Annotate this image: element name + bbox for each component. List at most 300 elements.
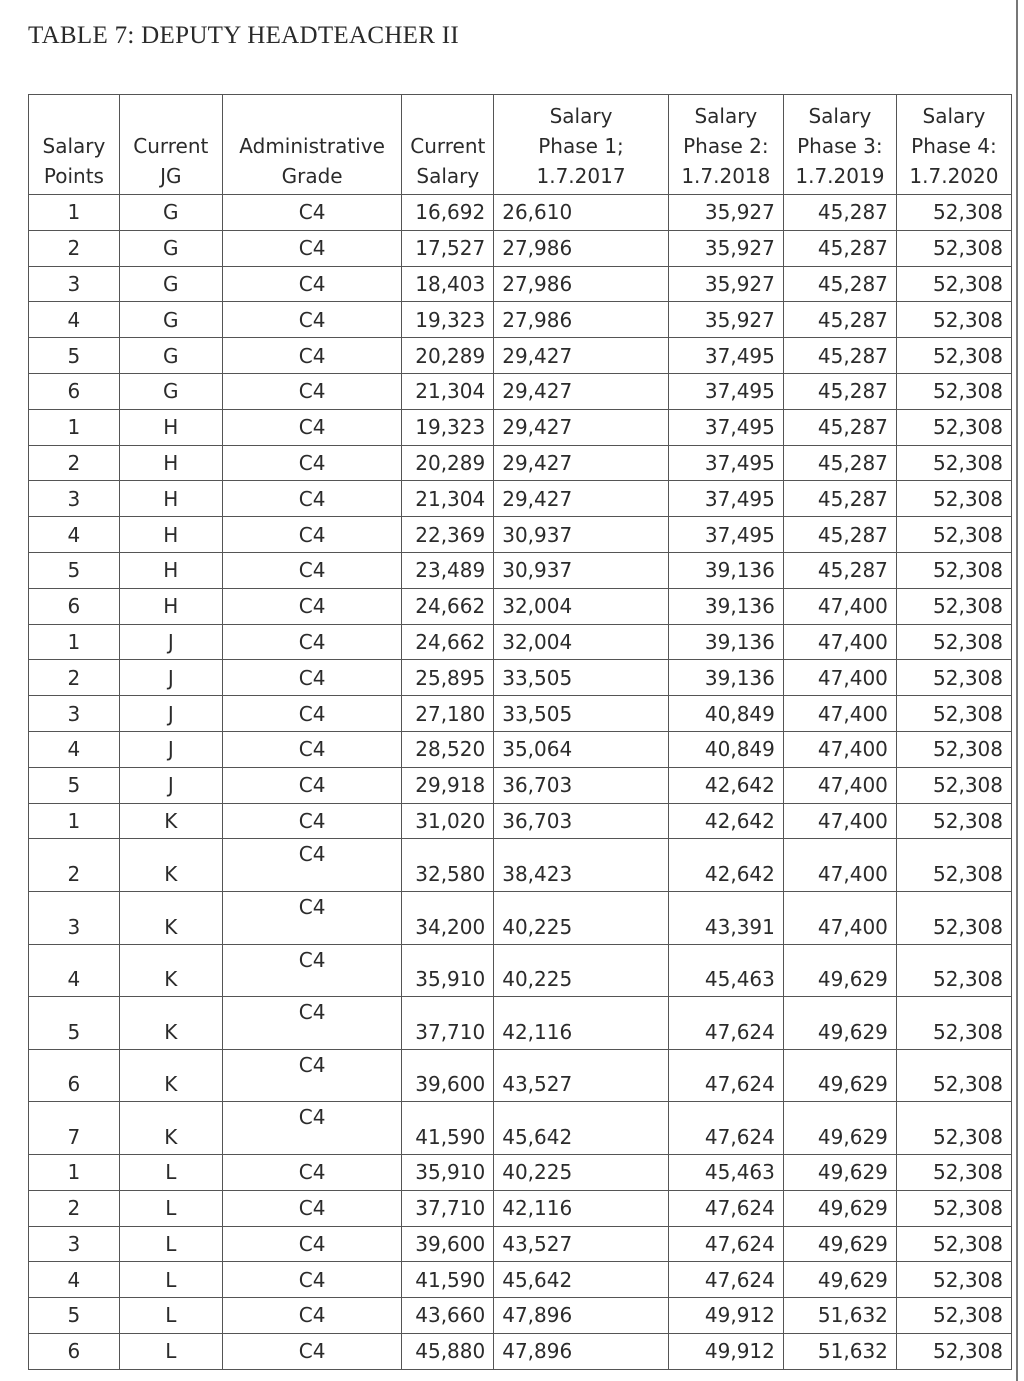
cell-current-jg: K xyxy=(119,891,222,944)
cell-salary-phase-4: 52,308 xyxy=(896,373,1011,409)
cell-current-salary: 41,590 xyxy=(402,1102,494,1155)
cell-administrative-grade: C4 xyxy=(222,481,402,517)
cell-salary-points: 3 xyxy=(29,266,120,302)
cell-current-jg: H xyxy=(119,445,222,481)
cell-salary-phase-2: 49,912 xyxy=(668,1298,783,1334)
cell-salary-phase-3: 45,287 xyxy=(783,517,896,553)
cell-salary-points: 3 xyxy=(29,696,120,732)
cell-current-salary: 37,710 xyxy=(402,1190,494,1226)
header-line: Salary xyxy=(42,134,106,158)
cell-salary-points: 4 xyxy=(29,517,120,553)
cell-salary-phase-1: 30,937 xyxy=(494,552,669,588)
header-line: Current xyxy=(410,134,486,158)
cell-salary-phase-2: 42,642 xyxy=(668,839,783,892)
cell-salary-phase-1: 38,423 xyxy=(494,839,669,892)
cell-salary-phase-2: 47,624 xyxy=(668,1049,783,1102)
cell-current-salary: 27,180 xyxy=(402,696,494,732)
cell-current-jg: L xyxy=(119,1154,222,1190)
table-row xyxy=(29,445,1012,481)
cell-salary-phase-3: 45,287 xyxy=(783,445,896,481)
cell-current-jg: H xyxy=(119,517,222,553)
table-row xyxy=(29,266,1012,302)
header-line: Points xyxy=(43,164,104,188)
cell-salary-phase-2: 37,495 xyxy=(668,445,783,481)
header-line: Salary xyxy=(694,104,758,128)
cell-current-jg: J xyxy=(119,696,222,732)
table-row xyxy=(29,195,1012,231)
table-row xyxy=(29,552,1012,588)
column-header-current-jg xyxy=(119,95,222,195)
cell-administrative-grade: C4 xyxy=(222,1226,402,1262)
cell-salary-phase-4: 52,308 xyxy=(896,696,1011,732)
table-row xyxy=(29,1262,1012,1298)
cell-current-salary: 20,289 xyxy=(402,445,494,481)
cell-salary-phase-3: 45,287 xyxy=(783,373,896,409)
cell-salary-phase-2: 35,927 xyxy=(668,302,783,338)
table-row xyxy=(29,767,1012,803)
cell-salary-phase-1: 27,986 xyxy=(494,302,669,338)
cell-current-jg: K xyxy=(119,1049,222,1102)
cell-salary-phase-1: 29,427 xyxy=(494,481,669,517)
cell-salary-phase-3: 47,400 xyxy=(783,891,896,944)
cell-current-jg: K xyxy=(119,839,222,892)
cell-current-salary: 23,489 xyxy=(402,552,494,588)
cell-administrative-grade: C4 xyxy=(222,1190,402,1226)
cell-salary-phase-3: 49,629 xyxy=(783,1190,896,1226)
table-row xyxy=(29,517,1012,553)
table-row xyxy=(29,373,1012,409)
cell-salary-phase-4: 52,308 xyxy=(896,1333,1011,1369)
cell-salary-phase-1: 45,642 xyxy=(494,1262,669,1298)
column-header-current-salary xyxy=(402,95,494,195)
cell-salary-points: 2 xyxy=(29,230,120,266)
cell-salary-phase-4: 52,308 xyxy=(896,1262,1011,1298)
cell-current-salary: 19,323 xyxy=(402,409,494,445)
cell-administrative-grade: C4 xyxy=(222,588,402,624)
header-line: Grade xyxy=(281,164,343,188)
cell-salary-phase-3: 47,400 xyxy=(783,696,896,732)
cell-salary-phase-2: 40,849 xyxy=(668,731,783,767)
header-line: JG xyxy=(160,164,182,188)
cell-salary-phase-2: 49,912 xyxy=(668,1333,783,1369)
cell-current-salary: 41,590 xyxy=(402,1262,494,1298)
cell-current-salary: 43,660 xyxy=(402,1298,494,1334)
cell-salary-phase-4: 52,308 xyxy=(896,660,1011,696)
cell-current-salary: 16,692 xyxy=(402,195,494,231)
cell-salary-phase-4: 52,308 xyxy=(896,891,1011,944)
cell-salary-phase-2: 42,642 xyxy=(668,767,783,803)
cell-administrative-grade: C4 xyxy=(222,1298,402,1334)
column-header-salary-phase-3 xyxy=(783,95,896,195)
cell-salary-phase-2: 45,463 xyxy=(668,1154,783,1190)
cell-administrative-grade: C4 xyxy=(222,1262,402,1298)
table-row xyxy=(29,302,1012,338)
cell-salary-phase-3: 45,287 xyxy=(783,338,896,374)
cell-salary-phase-1: 43,527 xyxy=(494,1226,669,1262)
cell-current-jg: G xyxy=(119,373,222,409)
cell-current-jg: L xyxy=(119,1333,222,1369)
cell-salary-phase-2: 35,927 xyxy=(668,230,783,266)
cell-salary-phase-3: 45,287 xyxy=(783,230,896,266)
cell-current-salary: 21,304 xyxy=(402,373,494,409)
cell-current-salary: 31,020 xyxy=(402,803,494,839)
table-row xyxy=(29,481,1012,517)
cell-current-salary: 22,369 xyxy=(402,517,494,553)
cell-current-jg: K xyxy=(119,803,222,839)
cell-salary-phase-4: 52,308 xyxy=(896,409,1011,445)
header-line: 1.7.2019 xyxy=(795,164,885,188)
cell-salary-points: 2 xyxy=(29,660,120,696)
cell-salary-phase-1: 43,527 xyxy=(494,1049,669,1102)
table-row xyxy=(29,230,1012,266)
cell-salary-phase-3: 45,287 xyxy=(783,409,896,445)
cell-administrative-grade: C4 xyxy=(222,1154,402,1190)
table-row xyxy=(29,338,1012,374)
cell-current-salary: 18,403 xyxy=(402,266,494,302)
cell-administrative-grade: C4 xyxy=(222,731,402,767)
cell-salary-points: 4 xyxy=(29,1262,120,1298)
cell-current-salary: 21,304 xyxy=(402,481,494,517)
cell-current-salary: 25,895 xyxy=(402,660,494,696)
cell-current-jg: K xyxy=(119,1102,222,1155)
header-line: 1.7.2020 xyxy=(909,164,999,188)
header-line: Salary xyxy=(416,164,480,188)
cell-salary-phase-1: 47,896 xyxy=(494,1298,669,1334)
cell-administrative-grade: C4 xyxy=(222,660,402,696)
table-row xyxy=(29,409,1012,445)
header-line: Phase 3: xyxy=(797,134,883,158)
cell-salary-phase-1: 32,004 xyxy=(494,588,669,624)
cell-salary-phase-3: 45,287 xyxy=(783,266,896,302)
cell-salary-phase-3: 45,287 xyxy=(783,195,896,231)
cell-current-jg: H xyxy=(119,552,222,588)
cell-current-salary: 35,910 xyxy=(402,944,494,997)
cell-salary-phase-1: 27,986 xyxy=(494,266,669,302)
header-line: Phase 1; xyxy=(538,134,624,158)
cell-administrative-grade: C4 xyxy=(222,517,402,553)
cell-salary-points: 5 xyxy=(29,767,120,803)
table-row xyxy=(29,1102,1012,1155)
header-line: Current xyxy=(133,134,209,158)
cell-current-jg: H xyxy=(119,409,222,445)
cell-administrative-grade: C4 xyxy=(222,302,402,338)
table-row xyxy=(29,624,1012,660)
cell-current-jg: L xyxy=(119,1298,222,1334)
cell-current-jg: G xyxy=(119,266,222,302)
cell-administrative-grade: C4 xyxy=(222,1049,402,1102)
table-row xyxy=(29,588,1012,624)
table-row xyxy=(29,1333,1012,1369)
cell-administrative-grade: C4 xyxy=(222,944,402,997)
cell-salary-phase-4: 52,308 xyxy=(896,338,1011,374)
cell-current-salary: 32,580 xyxy=(402,839,494,892)
cell-current-jg: J xyxy=(119,660,222,696)
cell-current-salary: 37,710 xyxy=(402,997,494,1050)
cell-current-jg: L xyxy=(119,1190,222,1226)
cell-salary-phase-1: 29,427 xyxy=(494,338,669,374)
cell-salary-points: 2 xyxy=(29,1190,120,1226)
cell-current-jg: G xyxy=(119,230,222,266)
cell-salary-phase-4: 52,308 xyxy=(896,1049,1011,1102)
cell-salary-phase-3: 45,287 xyxy=(783,552,896,588)
page-title: TABLE 7: DEPUTY HEADTEACHER II xyxy=(28,22,460,49)
cell-salary-phase-2: 47,624 xyxy=(668,1102,783,1155)
cell-salary-phase-1: 33,505 xyxy=(494,696,669,732)
cell-salary-phase-4: 52,308 xyxy=(896,1190,1011,1226)
cell-salary-points: 5 xyxy=(29,338,120,374)
cell-current-jg: H xyxy=(119,588,222,624)
cell-salary-phase-4: 52,308 xyxy=(896,624,1011,660)
cell-salary-points: 6 xyxy=(29,373,120,409)
cell-salary-phase-1: 27,986 xyxy=(494,230,669,266)
cell-salary-phase-3: 47,400 xyxy=(783,803,896,839)
cell-salary-phase-1: 29,427 xyxy=(494,445,669,481)
table-row xyxy=(29,839,1012,892)
cell-salary-phase-1: 36,703 xyxy=(494,767,669,803)
cell-salary-points: 4 xyxy=(29,302,120,338)
cell-current-salary: 24,662 xyxy=(402,588,494,624)
cell-salary-phase-3: 51,632 xyxy=(783,1298,896,1334)
cell-current-salary: 28,520 xyxy=(402,731,494,767)
table-body xyxy=(29,195,1012,1370)
cell-current-salary: 39,600 xyxy=(402,1226,494,1262)
cell-current-salary: 39,600 xyxy=(402,1049,494,1102)
cell-salary-phase-2: 42,642 xyxy=(668,803,783,839)
cell-salary-phase-1: 47,896 xyxy=(494,1333,669,1369)
table-row xyxy=(29,997,1012,1050)
cell-administrative-grade: C4 xyxy=(222,803,402,839)
cell-current-salary: 34,200 xyxy=(402,891,494,944)
column-header-salary-phase-1 xyxy=(494,95,669,195)
cell-salary-phase-3: 49,629 xyxy=(783,944,896,997)
cell-salary-phase-4: 52,308 xyxy=(896,1226,1011,1262)
cell-salary-phase-3: 51,632 xyxy=(783,1333,896,1369)
cell-salary-points: 4 xyxy=(29,731,120,767)
cell-salary-phase-3: 45,287 xyxy=(783,481,896,517)
cell-salary-phase-1: 29,427 xyxy=(494,409,669,445)
cell-salary-phase-4: 52,308 xyxy=(896,481,1011,517)
cell-current-jg: L xyxy=(119,1226,222,1262)
cell-current-jg: J xyxy=(119,731,222,767)
cell-salary-phase-1: 33,505 xyxy=(494,660,669,696)
cell-salary-points: 1 xyxy=(29,1154,120,1190)
cell-salary-phase-2: 37,495 xyxy=(668,373,783,409)
table-row xyxy=(29,696,1012,732)
cell-salary-phase-1: 42,116 xyxy=(494,997,669,1050)
cell-administrative-grade: C4 xyxy=(222,997,402,1050)
cell-current-jg: J xyxy=(119,767,222,803)
cell-salary-phase-3: 49,629 xyxy=(783,1049,896,1102)
cell-current-jg: G xyxy=(119,338,222,374)
cell-salary-phase-3: 47,400 xyxy=(783,624,896,660)
table-row xyxy=(29,731,1012,767)
cell-current-salary: 45,880 xyxy=(402,1333,494,1369)
cell-salary-phase-4: 52,308 xyxy=(896,552,1011,588)
cell-salary-phase-4: 52,308 xyxy=(896,230,1011,266)
cell-salary-phase-3: 47,400 xyxy=(783,660,896,696)
cell-salary-phase-4: 52,308 xyxy=(896,997,1011,1050)
cell-salary-points: 5 xyxy=(29,1298,120,1334)
cell-current-jg: J xyxy=(119,624,222,660)
table-row xyxy=(29,1190,1012,1226)
cell-salary-phase-3: 49,629 xyxy=(783,997,896,1050)
cell-salary-phase-1: 45,642 xyxy=(494,1102,669,1155)
cell-salary-points: 5 xyxy=(29,997,120,1050)
header-line: Administrative xyxy=(239,134,385,158)
cell-current-jg: L xyxy=(119,1262,222,1298)
cell-salary-phase-2: 45,463 xyxy=(668,944,783,997)
table-row xyxy=(29,1298,1012,1334)
cell-salary-phase-1: 36,703 xyxy=(494,803,669,839)
cell-salary-points: 2 xyxy=(29,839,120,892)
cell-salary-phase-1: 40,225 xyxy=(494,891,669,944)
cell-salary-phase-2: 47,624 xyxy=(668,997,783,1050)
cell-salary-points: 1 xyxy=(29,409,120,445)
cell-salary-phase-3: 49,629 xyxy=(783,1262,896,1298)
cell-salary-phase-2: 47,624 xyxy=(668,1262,783,1298)
cell-salary-phase-2: 35,927 xyxy=(668,266,783,302)
column-header-salary-phase-2 xyxy=(668,95,783,195)
cell-salary-points: 7 xyxy=(29,1102,120,1155)
cell-current-jg: G xyxy=(119,195,222,231)
cell-salary-phase-2: 37,495 xyxy=(668,409,783,445)
cell-current-salary: 19,323 xyxy=(402,302,494,338)
cell-salary-phase-2: 47,624 xyxy=(668,1190,783,1226)
scan-edge xyxy=(1016,0,1018,1381)
cell-salary-phase-2: 40,849 xyxy=(668,696,783,732)
cell-administrative-grade: C4 xyxy=(222,1333,402,1369)
table-row xyxy=(29,1049,1012,1102)
table-row xyxy=(29,660,1012,696)
cell-salary-phase-3: 47,400 xyxy=(783,767,896,803)
cell-salary-phase-4: 52,308 xyxy=(896,588,1011,624)
cell-salary-phase-4: 52,308 xyxy=(896,1298,1011,1334)
cell-current-salary: 20,289 xyxy=(402,338,494,374)
cell-administrative-grade: C4 xyxy=(222,373,402,409)
cell-salary-points: 3 xyxy=(29,481,120,517)
cell-salary-phase-4: 52,308 xyxy=(896,803,1011,839)
cell-salary-phase-4: 52,308 xyxy=(896,266,1011,302)
cell-salary-points: 5 xyxy=(29,552,120,588)
cell-salary-phase-3: 49,629 xyxy=(783,1102,896,1155)
cell-current-jg: K xyxy=(119,944,222,997)
cell-current-jg: G xyxy=(119,302,222,338)
cell-salary-points: 1 xyxy=(29,803,120,839)
column-header-administrative-grade xyxy=(222,95,402,195)
cell-administrative-grade: C4 xyxy=(222,891,402,944)
cell-administrative-grade: C4 xyxy=(222,839,402,892)
cell-salary-phase-2: 43,391 xyxy=(668,891,783,944)
cell-salary-phase-2: 35,927 xyxy=(668,195,783,231)
cell-salary-phase-1: 29,427 xyxy=(494,373,669,409)
cell-salary-phase-4: 52,308 xyxy=(896,517,1011,553)
cell-administrative-grade: C4 xyxy=(222,552,402,588)
cell-salary-phase-2: 37,495 xyxy=(668,517,783,553)
cell-salary-phase-2: 39,136 xyxy=(668,660,783,696)
cell-current-salary: 17,527 xyxy=(402,230,494,266)
cell-administrative-grade: C4 xyxy=(222,266,402,302)
cell-salary-phase-1: 42,116 xyxy=(494,1190,669,1226)
cell-salary-phase-3: 49,629 xyxy=(783,1226,896,1262)
cell-salary-points: 1 xyxy=(29,624,120,660)
cell-administrative-grade: C4 xyxy=(222,445,402,481)
cell-salary-points: 1 xyxy=(29,195,120,231)
cell-salary-phase-3: 47,400 xyxy=(783,731,896,767)
cell-salary-phase-4: 52,308 xyxy=(896,944,1011,997)
cell-salary-phase-2: 39,136 xyxy=(668,624,783,660)
salary-table xyxy=(28,94,1012,1370)
cell-salary-phase-2: 37,495 xyxy=(668,481,783,517)
table-row xyxy=(29,1154,1012,1190)
cell-salary-phase-2: 47,624 xyxy=(668,1226,783,1262)
table-row xyxy=(29,944,1012,997)
table-row xyxy=(29,803,1012,839)
cell-administrative-grade: C4 xyxy=(222,195,402,231)
cell-current-salary: 35,910 xyxy=(402,1154,494,1190)
cell-salary-phase-1: 35,064 xyxy=(494,731,669,767)
header-row xyxy=(29,95,1012,195)
cell-current-salary: 24,662 xyxy=(402,624,494,660)
cell-salary-phase-4: 52,308 xyxy=(896,767,1011,803)
cell-salary-points: 6 xyxy=(29,1049,120,1102)
header-line: Phase 2: xyxy=(683,134,769,158)
cell-salary-phase-4: 52,308 xyxy=(896,302,1011,338)
cell-salary-phase-1: 32,004 xyxy=(494,624,669,660)
cell-salary-phase-2: 39,136 xyxy=(668,588,783,624)
cell-salary-phase-4: 52,308 xyxy=(896,1102,1011,1155)
table-row xyxy=(29,891,1012,944)
cell-administrative-grade: C4 xyxy=(222,767,402,803)
cell-salary-phase-3: 45,287 xyxy=(783,302,896,338)
cell-salary-points: 2 xyxy=(29,445,120,481)
cell-administrative-grade: C4 xyxy=(222,624,402,660)
cell-salary-phase-3: 47,400 xyxy=(783,588,896,624)
header-line: Phase 4: xyxy=(911,134,997,158)
cell-administrative-grade: C4 xyxy=(222,409,402,445)
cell-salary-phase-4: 52,308 xyxy=(896,731,1011,767)
cell-salary-phase-3: 49,629 xyxy=(783,1154,896,1190)
cell-salary-phase-2: 39,136 xyxy=(668,552,783,588)
cell-salary-points: 6 xyxy=(29,1333,120,1369)
cell-salary-phase-1: 26,610 xyxy=(494,195,669,231)
cell-salary-points: 3 xyxy=(29,1226,120,1262)
header-line: Salary xyxy=(549,104,613,128)
cell-salary-phase-1: 40,225 xyxy=(494,944,669,997)
cell-salary-phase-2: 37,495 xyxy=(668,338,783,374)
cell-salary-points: 3 xyxy=(29,891,120,944)
cell-salary-phase-1: 30,937 xyxy=(494,517,669,553)
cell-administrative-grade: C4 xyxy=(222,1102,402,1155)
table-row xyxy=(29,1226,1012,1262)
cell-administrative-grade: C4 xyxy=(222,230,402,266)
cell-salary-phase-4: 52,308 xyxy=(896,839,1011,892)
header-line: Salary xyxy=(808,104,872,128)
cell-current-salary: 29,918 xyxy=(402,767,494,803)
cell-salary-points: 4 xyxy=(29,944,120,997)
cell-salary-phase-4: 52,308 xyxy=(896,1154,1011,1190)
column-header-salary-points xyxy=(29,95,120,195)
cell-administrative-grade: C4 xyxy=(222,696,402,732)
cell-salary-phase-1: 40,225 xyxy=(494,1154,669,1190)
cell-salary-phase-3: 47,400 xyxy=(783,839,896,892)
cell-salary-points: 6 xyxy=(29,588,120,624)
cell-salary-phase-4: 52,308 xyxy=(896,195,1011,231)
cell-administrative-grade: C4 xyxy=(222,338,402,374)
header-line: 1.7.2017 xyxy=(536,164,626,188)
column-header-salary-phase-4 xyxy=(896,95,1011,195)
cell-current-jg: H xyxy=(119,481,222,517)
cell-salary-phase-4: 52,308 xyxy=(896,445,1011,481)
